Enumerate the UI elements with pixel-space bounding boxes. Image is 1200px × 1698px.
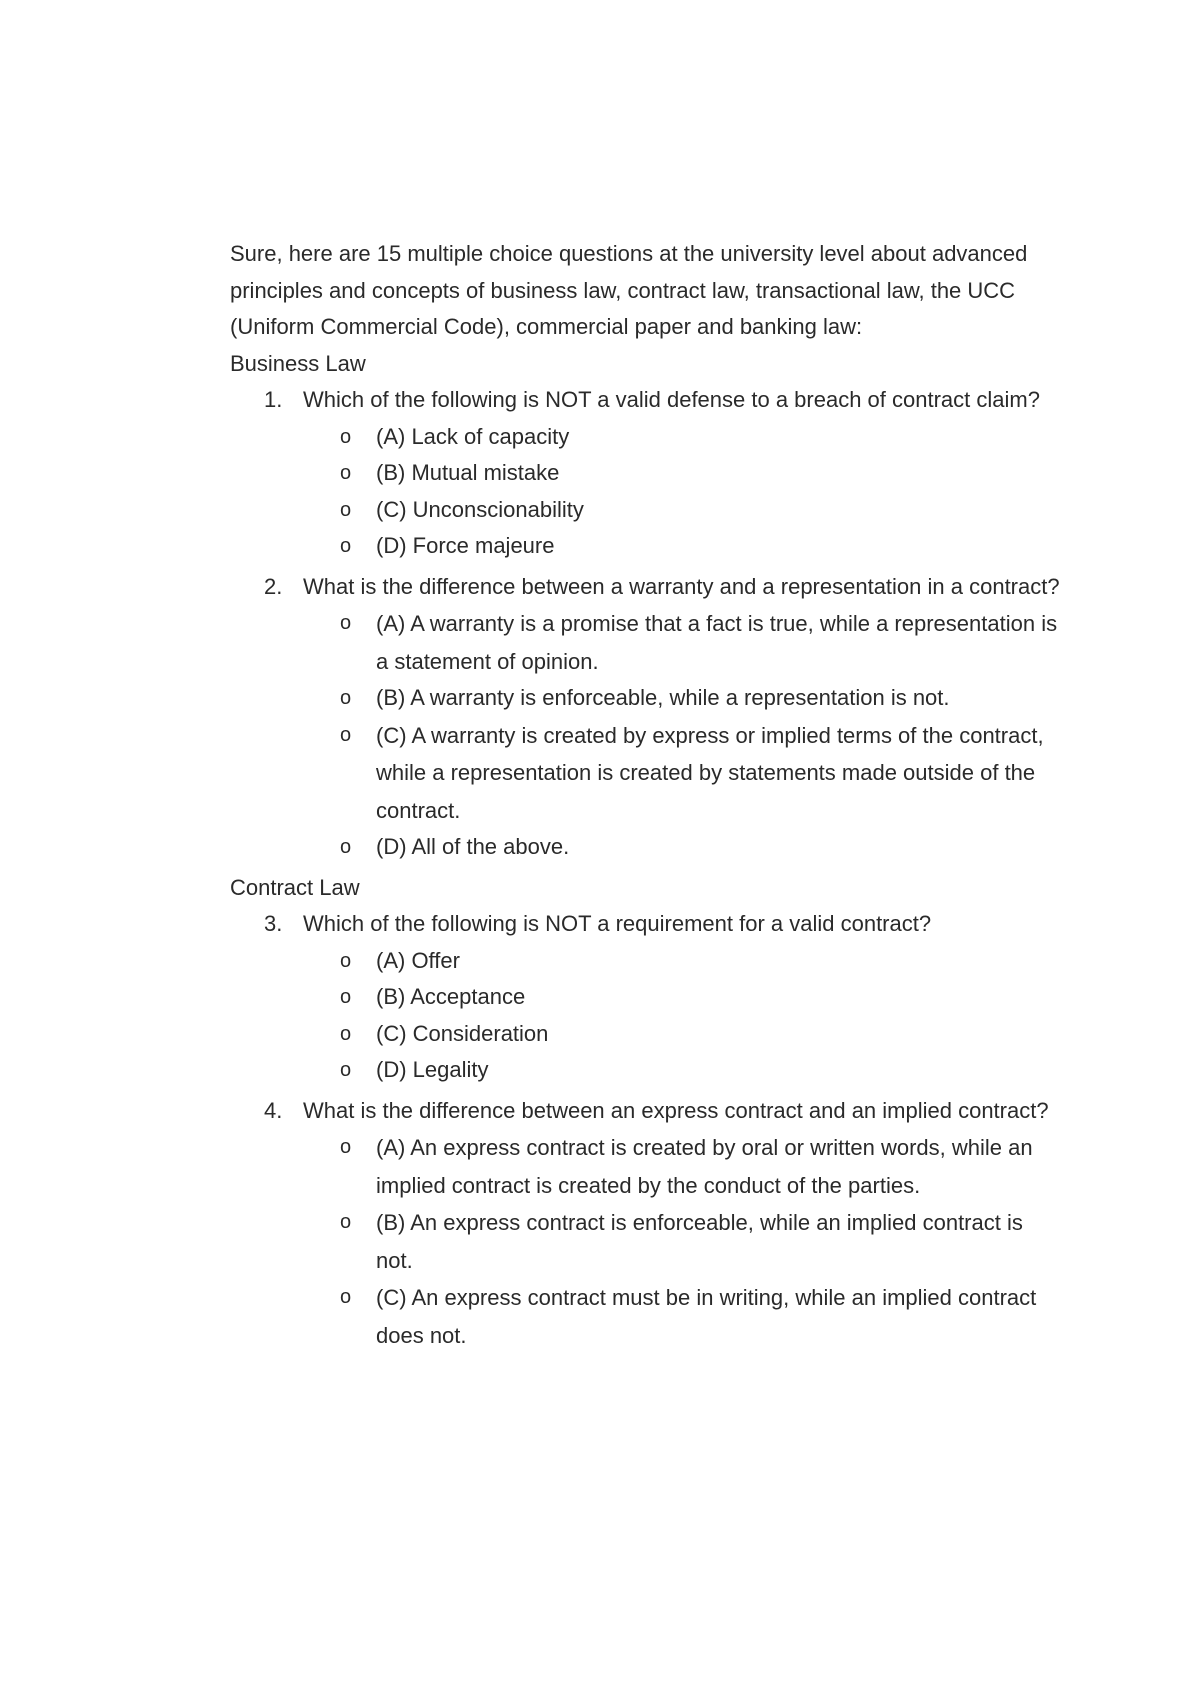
answer-option bbox=[303, 605, 1060, 680]
bullet-icon: o bbox=[340, 949, 352, 972]
question-number: 2. bbox=[264, 573, 283, 599]
option-list bbox=[303, 1129, 1060, 1354]
answer-option bbox=[303, 717, 1060, 830]
bullet-icon: o bbox=[340, 535, 352, 557]
option-text: (C) A warranty is created by express or implied terms of the contract, while a representation is created by statements made outside of the contract. bbox=[376, 722, 1044, 823]
option-text: (B) Acceptance bbox=[376, 984, 526, 1009]
question-item bbox=[230, 382, 1060, 565]
answer-option bbox=[303, 829, 1060, 866]
question-list bbox=[230, 906, 1060, 1354]
question-item bbox=[230, 1093, 1060, 1355]
bullet-icon: o bbox=[340, 1059, 352, 1081]
question-text: What is the difference between a warranty and a representation in a contract? bbox=[303, 573, 1060, 599]
bullet-icon: o bbox=[340, 498, 352, 521]
question-number: 1. bbox=[264, 387, 283, 412]
question-item bbox=[230, 569, 1060, 866]
option-text: (C) Unconscionability bbox=[376, 496, 584, 522]
bullet-icon: o bbox=[340, 1286, 352, 1308]
bullet-icon: o bbox=[340, 1211, 352, 1233]
answer-option bbox=[303, 1052, 1060, 1089]
answer-option bbox=[303, 492, 1060, 529]
question-list bbox=[230, 382, 1060, 866]
option-list bbox=[303, 419, 1060, 565]
question-text: Which of the following is NOT a requirement for a valid contract? bbox=[303, 911, 932, 936]
section-heading: Contract Law bbox=[230, 874, 360, 900]
question-item bbox=[230, 906, 1060, 1089]
question-text: Which of the following is NOT a valid defense to a breach of contract claim? bbox=[303, 387, 1040, 412]
bullet-icon: o bbox=[340, 1022, 352, 1045]
option-text: (C) An express contract must be in writing, while an implied contract does not. bbox=[376, 1285, 1037, 1348]
option-text: (A) A warranty is a promise that a fact is true, while a representation is a statement of opinion. bbox=[376, 611, 1058, 674]
answer-option bbox=[303, 455, 1060, 492]
option-list bbox=[303, 605, 1060, 866]
bullet-icon: o bbox=[340, 425, 352, 448]
option-text: (B) Mutual mistake bbox=[376, 460, 560, 485]
option-text: (A) Offer bbox=[376, 947, 460, 973]
option-text: (B) A warranty is enforceable, while a representation is not. bbox=[376, 685, 950, 710]
bullet-icon: o bbox=[340, 836, 352, 858]
option-text: (B) An express contract is enforceable, while an implied contract is not. bbox=[376, 1210, 1023, 1273]
option-text: (D) Force majeure bbox=[376, 533, 555, 558]
intro-paragraph: Sure, here are 15 multiple choice questions at the university level about advanced principles and concepts of business law, contract law, transactional law, the UCC (Uniform Commercial Code), commercial paper and banking law: bbox=[230, 241, 1028, 339]
option-text: (C) Consideration bbox=[376, 1020, 549, 1046]
option-list bbox=[303, 943, 1060, 1089]
option-text: (A) Lack of capacity bbox=[376, 423, 570, 449]
option-text: (D) All of the above. bbox=[376, 834, 570, 859]
section-heading: Business Law bbox=[230, 350, 366, 376]
bullet-icon: o bbox=[340, 462, 352, 484]
answer-option bbox=[303, 979, 1060, 1016]
bullet-icon: o bbox=[340, 723, 352, 746]
section-contract-law bbox=[230, 870, 1060, 1355]
answer-option bbox=[303, 1279, 1060, 1354]
option-text: (A) An express contract is created by oral or written words, while an implied contract is created by the conduct of the parties. bbox=[376, 1135, 1033, 1198]
answer-option bbox=[303, 680, 1060, 717]
bullet-icon: o bbox=[340, 687, 352, 709]
answer-option bbox=[303, 528, 1060, 565]
question-text: What is the difference between an express contract and an implied contract? bbox=[303, 1097, 1049, 1123]
bullet-icon: o bbox=[340, 612, 352, 634]
answer-option bbox=[303, 419, 1060, 456]
question-number: 4. bbox=[264, 1097, 283, 1123]
document-content bbox=[230, 236, 1060, 1358]
question-number: 3. bbox=[264, 911, 283, 936]
answer-option bbox=[303, 1204, 1060, 1279]
bullet-icon: o bbox=[340, 1136, 352, 1158]
option-text: (D) Legality bbox=[376, 1057, 489, 1082]
answer-option bbox=[303, 1016, 1060, 1053]
answer-option bbox=[303, 1129, 1060, 1204]
answer-option bbox=[303, 943, 1060, 980]
bullet-icon: o bbox=[340, 986, 352, 1008]
section-business-law bbox=[230, 346, 1060, 866]
